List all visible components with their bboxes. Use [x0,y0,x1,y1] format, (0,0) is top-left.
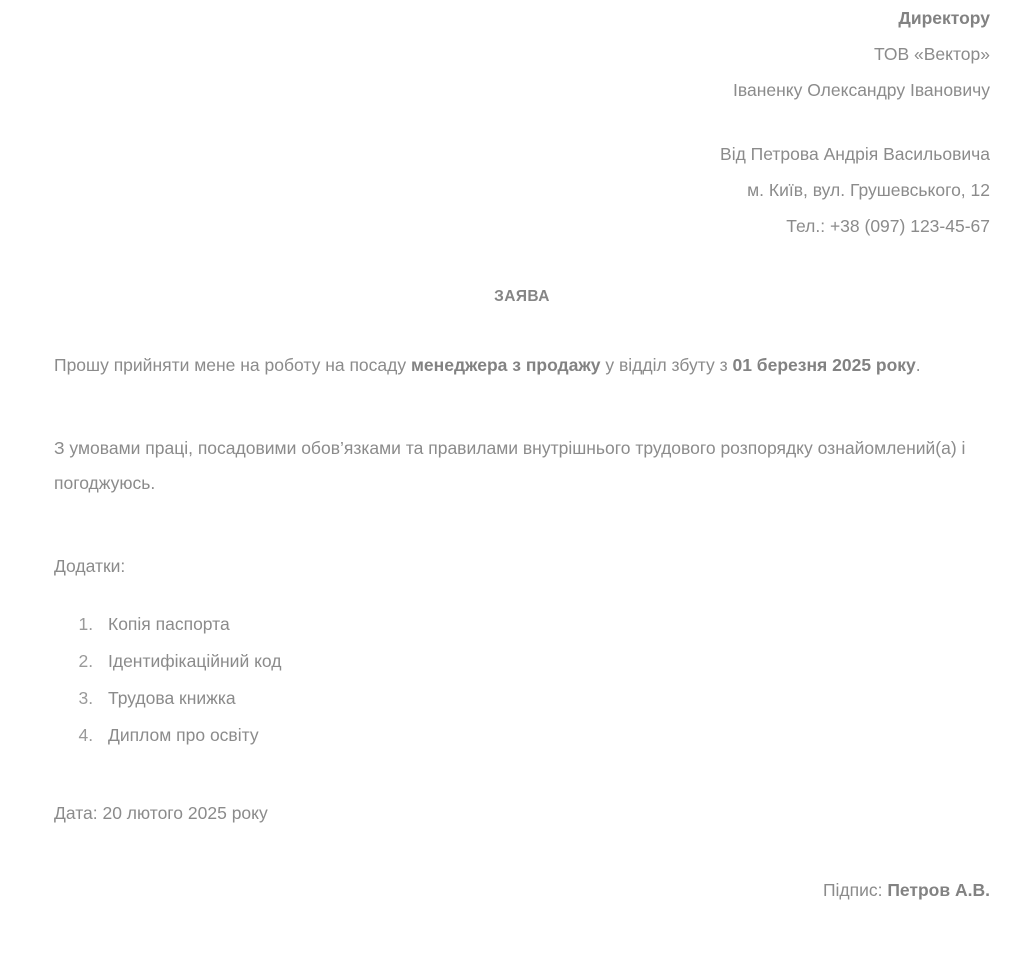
addressee-sender-spacer [54,108,990,136]
sender-block [54,136,990,244]
list-item: 2. Ідентифікаційний код [98,643,990,680]
document-title: ЗАЯВА [494,288,550,305]
list-item: 1. Копія паспорта [98,606,990,643]
signature-line [54,873,990,908]
document-date: Дата: 20 лютого 2025 року [54,803,268,823]
attachments-list [54,606,990,754]
sender-name: Від Петрова Андрія Васильовича [720,144,990,164]
request-start-date: 01 березня 2025 року [732,355,916,375]
list-item: 3. Трудова книжка [98,680,990,717]
sender-address: м. Київ, вул. Грушевського, 12 [747,180,990,200]
addressee-block [54,0,990,108]
request-text-part3: . [915,355,921,375]
addressee-title: Директору [898,8,990,28]
addressee-person: Іваненку Олександру Івановичу [733,80,990,100]
sender-phone: Тел.: +38 (097) 123-45-67 [786,216,990,236]
addressee-organization: ТОВ «Вектор» [873,44,990,64]
signature-label: Підпис: [822,880,888,900]
list-item: 4. Диплом про освіту [98,717,990,754]
body-paragraph-acknowledgement: З умовами праці, посадовими обов’язками та правилами внутрішнього трудового розпорядку ознайомлений(а) і погоджуюсь. [54,438,966,493]
request-text-part2: у відділ збуту з [600,355,733,375]
request-text-part1: Прошу прийняти мене на роботу на посаду [54,355,411,375]
request-position: менеджера з продажу [410,355,601,375]
attachments-label: Додатки: [54,556,126,576]
body-paragraph-request [54,348,990,383]
signature-name: Петров А.В. [887,880,990,900]
document-content [54,0,990,908]
